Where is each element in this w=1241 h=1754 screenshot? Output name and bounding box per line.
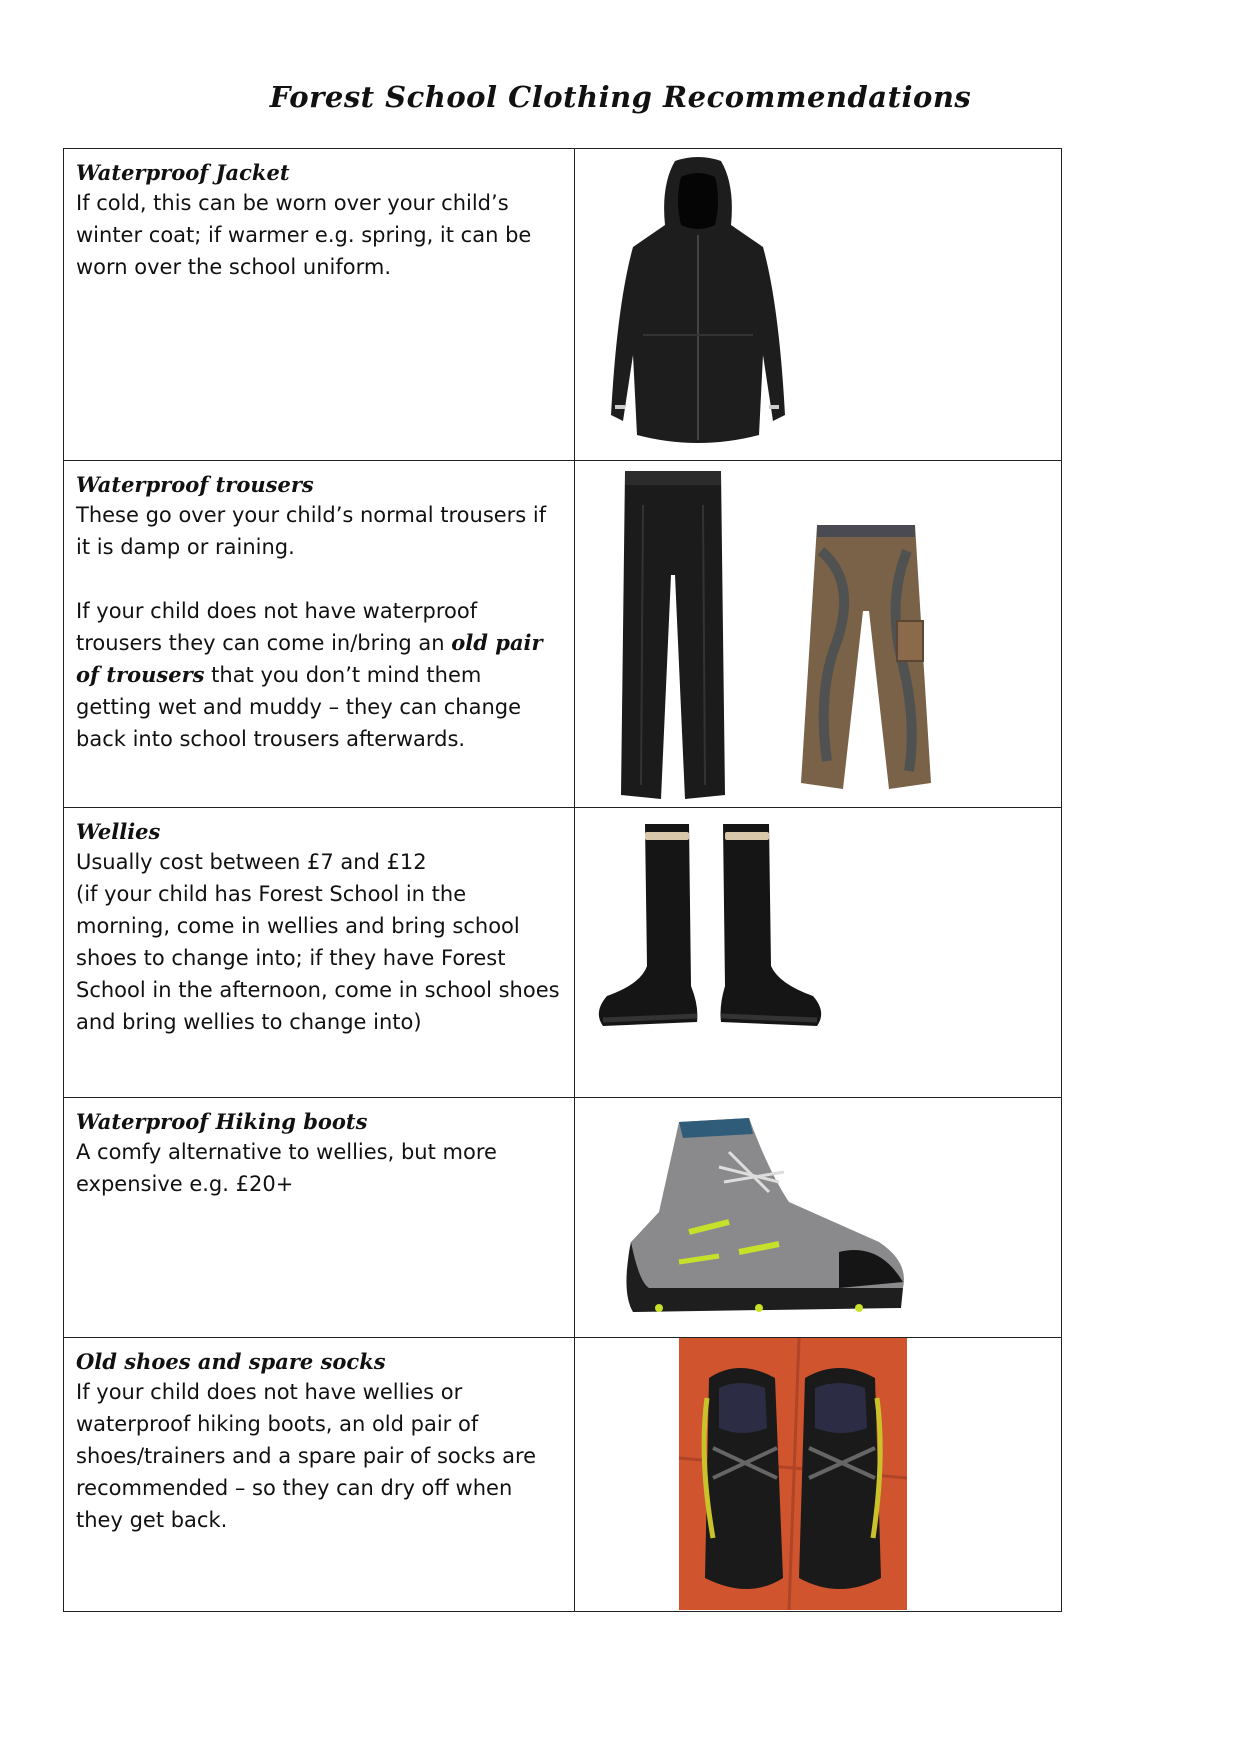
text-cell (64, 808, 575, 1098)
item-description: A comfy alternative to wellies, but more expensive e.g. £20+ (76, 1140, 497, 1196)
item-heading: Waterproof Jacket (76, 160, 290, 185)
text-cell (64, 1338, 575, 1612)
item-heading: Waterproof trousers (76, 472, 314, 497)
image-cell (575, 808, 1062, 1098)
table-row (64, 1338, 1062, 1612)
image-cell (575, 149, 1062, 461)
clothing-table (63, 148, 1062, 1612)
image-cell (575, 1338, 1062, 1612)
item-heading: Waterproof Hiking boots (76, 1109, 368, 1134)
old-muddy-trainers-icon (679, 1338, 907, 1610)
item-description: If your child does not have wellies or waterproof hiking boots, an old pair of shoes/trainers and a spare pair of socks are recommended – so they can dry off when they get back. (76, 1380, 537, 1532)
text-cell (64, 1098, 575, 1338)
item-description: These go over your child’s normal trousers if it is damp or raining. (76, 503, 547, 559)
text-part: If your child does not have waterproof trousers they can come in/bring an (76, 599, 478, 655)
table-row (64, 149, 1062, 461)
text-cell (64, 461, 575, 808)
black-rain-jacket-icon (603, 155, 793, 453)
table-row (64, 461, 1062, 808)
table-row (64, 808, 1062, 1098)
image-cell (575, 1098, 1062, 1338)
item-heading: Old shoes and spare socks (76, 1349, 386, 1374)
muddy-trousers-icon (797, 521, 935, 795)
item-description: Usually cost between £7 and £12 (76, 850, 427, 874)
item-description-extra (76, 595, 562, 755)
black-wellies-icon (589, 816, 839, 1036)
item-description-extra: (if your child has Forest School in the morning, come in wellies and bring school shoes to change into; if they have Forest School in the afternoon, come in school shoes and bring wellies to change into) (76, 882, 560, 1034)
item-heading: Wellies (76, 819, 161, 844)
text-part: that you don’t mind them getting wet and muddy – they can change back into school trousers afterwards. (76, 663, 522, 751)
item-description: If cold, this can be worn over your child’s winter coat; if warmer e.g. spring, it can be worn over the school uniform. (76, 191, 532, 279)
table-row (64, 1098, 1062, 1338)
image-cell (575, 461, 1062, 808)
text-cell (64, 149, 575, 461)
grey-hiking-boot-icon (619, 1112, 919, 1322)
black-waterproof-trousers-icon (613, 465, 733, 803)
emphasis-text: old pair of trousers (76, 630, 543, 687)
page-title: Forest School Clothing Recommendations (269, 80, 972, 114)
